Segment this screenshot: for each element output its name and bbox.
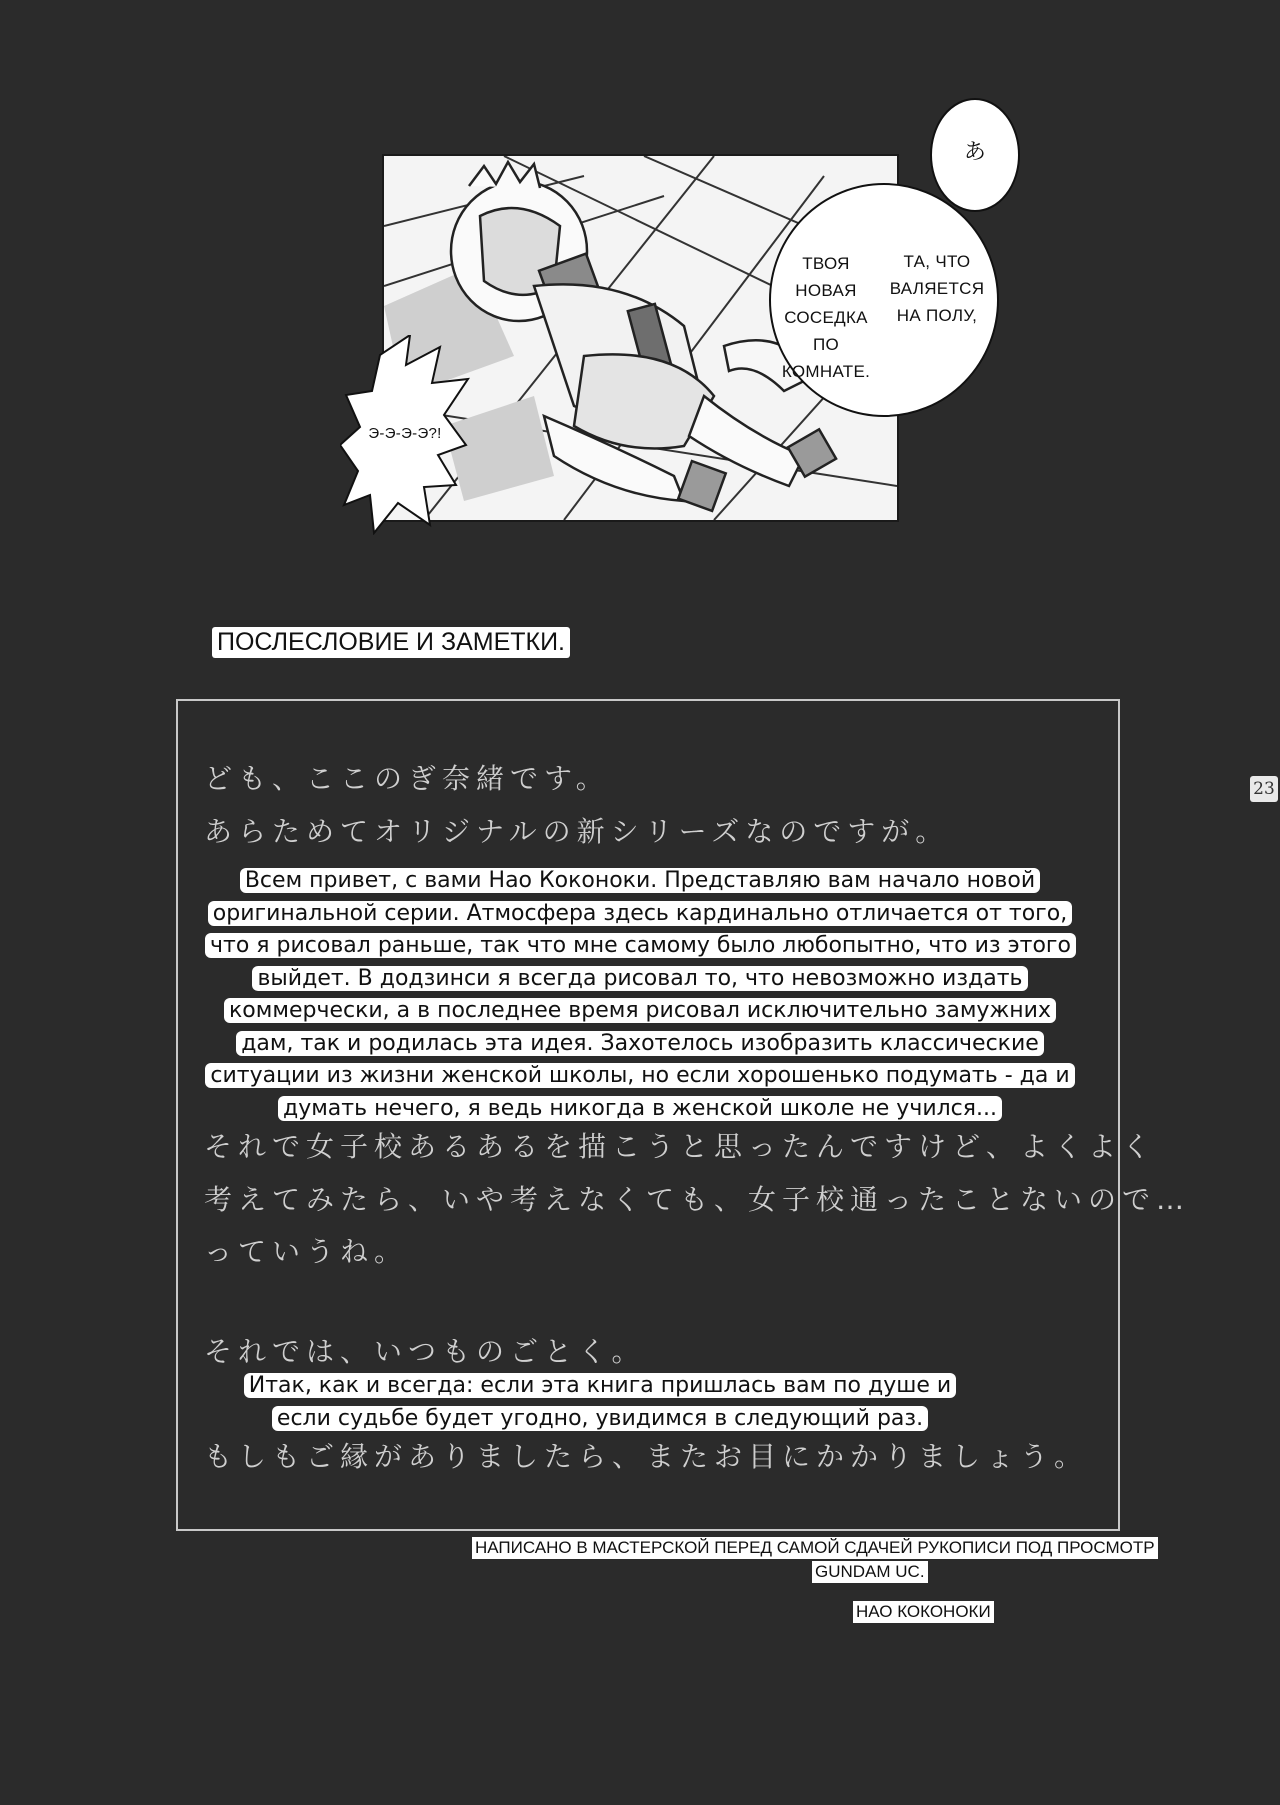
bubble-line: ТВОЯ (802, 254, 850, 273)
jp-text-line: それでは、いつものごとく。 (204, 1335, 646, 1368)
author-signature: НАО КОКОНОКИ (853, 1601, 994, 1623)
translation-text-1: Всем привет, с вами Нао Коконоки. Представляю вам начало новой оригинальной серии. Атмосфера здесь кардинально отличается от того, что я рисовал раньше, так что мне самому было любопытно, что из этого выйдет. В додзинси я всегда рисовал то, что невозможно издать коммерчески, а в последнее время рисовал исключительно замужних дам, так и родилась эта идея. Захотелось изобразить классические ситуации из жизни женской школы, но если хорошенько подумать - да и думать нечего, я ведь никогда в женской школе не учился... (205, 868, 1076, 1121)
shout-bubble (340, 335, 470, 535)
jp-text-line: 考えてみたら、いや考えなくても、女子校通ったことないので… (204, 1183, 1191, 1216)
translation-text-2: Итак, как и всегда: если эта книга пришлась вам по душе и если судьбе будет угодно, увидимся в следующий раз. (244, 1373, 956, 1431)
bubble-line: ВАЛЯЕТСЯ (889, 279, 985, 298)
credit-line-2: GUNDAM UC. (812, 1561, 928, 1583)
shout-text: Э-Э-Э-Э?! (368, 425, 442, 442)
bubble-line: КОМНАТЕ. (781, 362, 871, 381)
jp-text-line: もしもご縁がありましたら、またお目にかかりましょう。 (204, 1440, 1089, 1473)
jp-text-line: それで女子校あるあるを描こうと思ったんですけど、よくよく (204, 1130, 1157, 1163)
bubble-text-right (878, 248, 996, 329)
bubble-text-left (770, 250, 882, 385)
credit-line-1: НАПИСАНО В МАСТЕРСКОЙ ПЕРЕД САМОЙ СДАЧЕЙ РУКОПИСИ ПОД ПРОСМОТР (472, 1537, 1158, 1559)
speech-bubble-main (766, 180, 1002, 420)
afterword-heading: ПОСЛЕСЛОВИЕ И ЗАМЕТКИ. (212, 627, 570, 658)
bubble-line: НОВАЯ (795, 281, 857, 300)
bubble-line: СОСЕДКА (784, 308, 868, 327)
jp-text-line: っていうね。 (204, 1235, 409, 1268)
jp-text-line: ども、ここのぎ奈緒です。 (204, 762, 610, 795)
page-number: 23 (1250, 776, 1278, 802)
translation-block-1 (205, 865, 1075, 1125)
bubble-line: НА ПОЛУ, (896, 306, 978, 325)
jp-text-line: あらためてオリジナルの新シリーズなのですが。 (204, 815, 950, 848)
bubble-text-a: あ (963, 140, 987, 165)
bubble-line: ПО (812, 335, 840, 354)
bubble-line: ТА, ЧТО (903, 252, 971, 271)
translation-block-2 (220, 1370, 980, 1435)
